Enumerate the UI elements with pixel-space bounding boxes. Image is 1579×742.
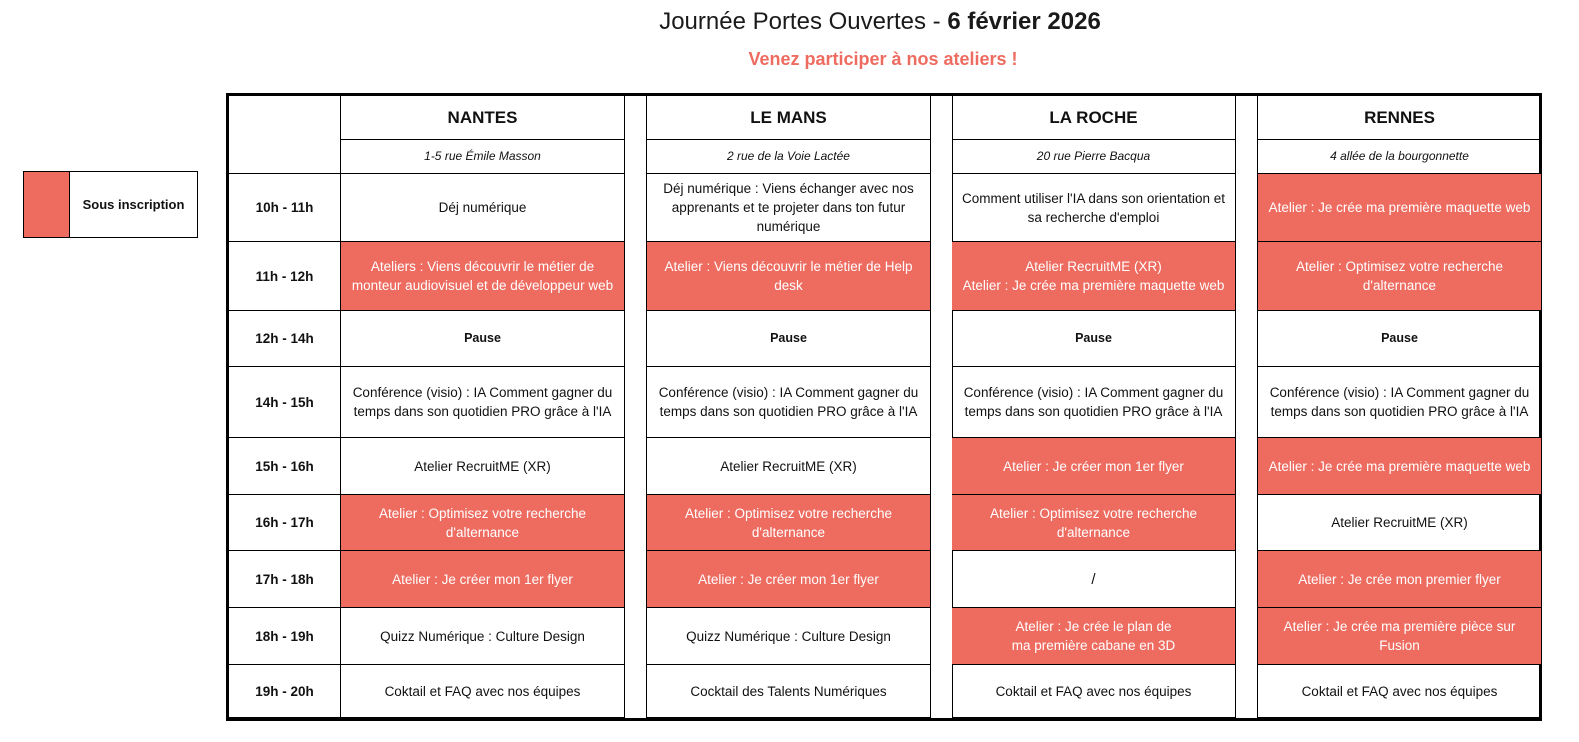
- session-le-mans: Atelier RecruitME (XR): [647, 438, 931, 495]
- session-le-mans: Atelier : Je créer mon 1er flyer: [647, 551, 931, 608]
- session-le-mans: Déj numérique : Viens échanger avec nos apprenants et te projeter dans ton futur numérique: [647, 174, 931, 242]
- session-nantes: Conférence (visio) : IA Comment gagner du temps dans son quotidien PRO grâce à l'IA: [341, 367, 625, 438]
- session-le-mans: Quizz Numérique : Culture Design: [647, 608, 931, 665]
- session-rennes: Coktail et FAQ avec nos équipes: [1258, 665, 1542, 718]
- campus-address-la-roche: 20 rue Pierre Bacqua: [952, 140, 1236, 174]
- legend: [23, 171, 198, 238]
- session-rennes: Atelier : Je crée ma première maquette web: [1258, 174, 1542, 242]
- time-slot: 15h - 16h: [229, 438, 341, 495]
- session-le-mans: Cocktail des Talents Numériques: [647, 665, 931, 718]
- campus-address-le-mans: 2 rue de la Voie Lactée: [647, 140, 931, 174]
- time-slot: 14h - 15h: [229, 367, 341, 438]
- session-nantes: Ateliers : Viens découvrir le métier de monteur audiovisuel et de développeur web: [341, 242, 625, 311]
- session-rennes: Atelier : Optimisez votre recherche d'alternance: [1258, 242, 1542, 311]
- page-title-date: 6 février 2026: [947, 8, 1101, 35]
- session-la-roche: Pause: [952, 311, 1236, 367]
- schedule-table: [226, 93, 1542, 721]
- session-la-roche: /: [952, 551, 1236, 608]
- session-nantes: Déj numérique: [341, 174, 625, 242]
- time-slot: 12h - 14h: [229, 311, 341, 367]
- page-title-prefix: Journée Portes Ouvertes -: [659, 8, 948, 35]
- legend-swatch: [24, 172, 70, 237]
- campus-name-la-roche: LA ROCHE: [952, 96, 1236, 140]
- session-la-roche: Atelier : Je crée le plan de ma première cabane en 3D: [952, 608, 1236, 665]
- session-rennes: Pause: [1258, 311, 1542, 367]
- session-la-roche: Coktail et FAQ avec nos équipes: [952, 665, 1236, 718]
- session-rennes: Atelier : Je crée mon premier flyer: [1258, 551, 1542, 608]
- campus-address-nantes: 1-5 rue Émile Masson: [341, 140, 625, 174]
- session-nantes: Pause: [341, 311, 625, 367]
- time-slot: 19h - 20h: [229, 665, 341, 718]
- time-slot: 18h - 19h: [229, 608, 341, 665]
- session-nantes: Quizz Numérique : Culture Design: [341, 608, 625, 665]
- page-title: [0, 6, 1579, 38]
- legend-label: Sous inscription: [82, 197, 185, 212]
- session-le-mans: Atelier : Viens découvrir le métier de Help desk: [647, 242, 931, 311]
- column-spacer: [931, 96, 953, 718]
- session-nantes: Atelier : Je créer mon 1er flyer: [341, 551, 625, 608]
- session-rennes: Atelier : Je crée ma première pièce sur Fusion: [1258, 608, 1542, 665]
- column-spacer: [1236, 96, 1258, 718]
- time-slot: 10h - 11h: [229, 174, 341, 242]
- campus-name-le-mans: LE MANS: [647, 96, 931, 140]
- time-slot: 16h - 17h: [229, 495, 341, 551]
- session-la-roche: Atelier RecruitME (XR) Atelier : Je crée ma première maquette web: [952, 242, 1236, 311]
- session-nantes: Atelier : Optimisez votre recherche d'alternance: [341, 495, 625, 551]
- session-rennes: Atelier RecruitME (XR): [1258, 495, 1542, 551]
- session-rennes: Conférence (visio) : IA Comment gagner du temps dans son quotidien PRO grâce à l'IA: [1258, 367, 1542, 438]
- header-corner: [229, 96, 341, 174]
- campus-name-rennes: RENNES: [1258, 96, 1542, 140]
- session-nantes: Coktail et FAQ avec nos équipes: [341, 665, 625, 718]
- session-la-roche: Comment utiliser l'IA dans son orientation et sa recherche d'emploi: [952, 174, 1236, 242]
- session-la-roche: Conférence (visio) : IA Comment gagner du temps dans son quotidien PRO grâce à l'IA: [952, 367, 1236, 438]
- session-le-mans: Pause: [647, 311, 931, 367]
- session-le-mans: Conférence (visio) : IA Comment gagner du temps dans son quotidien PRO grâce à l'IA: [647, 367, 931, 438]
- session-rennes: Atelier : Je crée ma première maquette web: [1258, 438, 1542, 495]
- campus-address-rennes: 4 allée de la bourgonnette: [1258, 140, 1542, 174]
- session-nantes: Atelier RecruitME (XR): [341, 438, 625, 495]
- campus-name-nantes: NANTES: [341, 96, 625, 140]
- column-spacer: [625, 96, 647, 718]
- session-la-roche: Atelier : Je créer mon 1er flyer: [952, 438, 1236, 495]
- session-la-roche: Atelier : Optimisez votre recherche d'alternance: [952, 495, 1236, 551]
- time-slot: 11h - 12h: [229, 242, 341, 311]
- session-le-mans: Atelier : Optimisez votre recherche d'alternance: [647, 495, 931, 551]
- time-slot: 17h - 18h: [229, 551, 341, 608]
- page-subtitle: Venez participer à nos ateliers !: [748, 49, 1018, 69]
